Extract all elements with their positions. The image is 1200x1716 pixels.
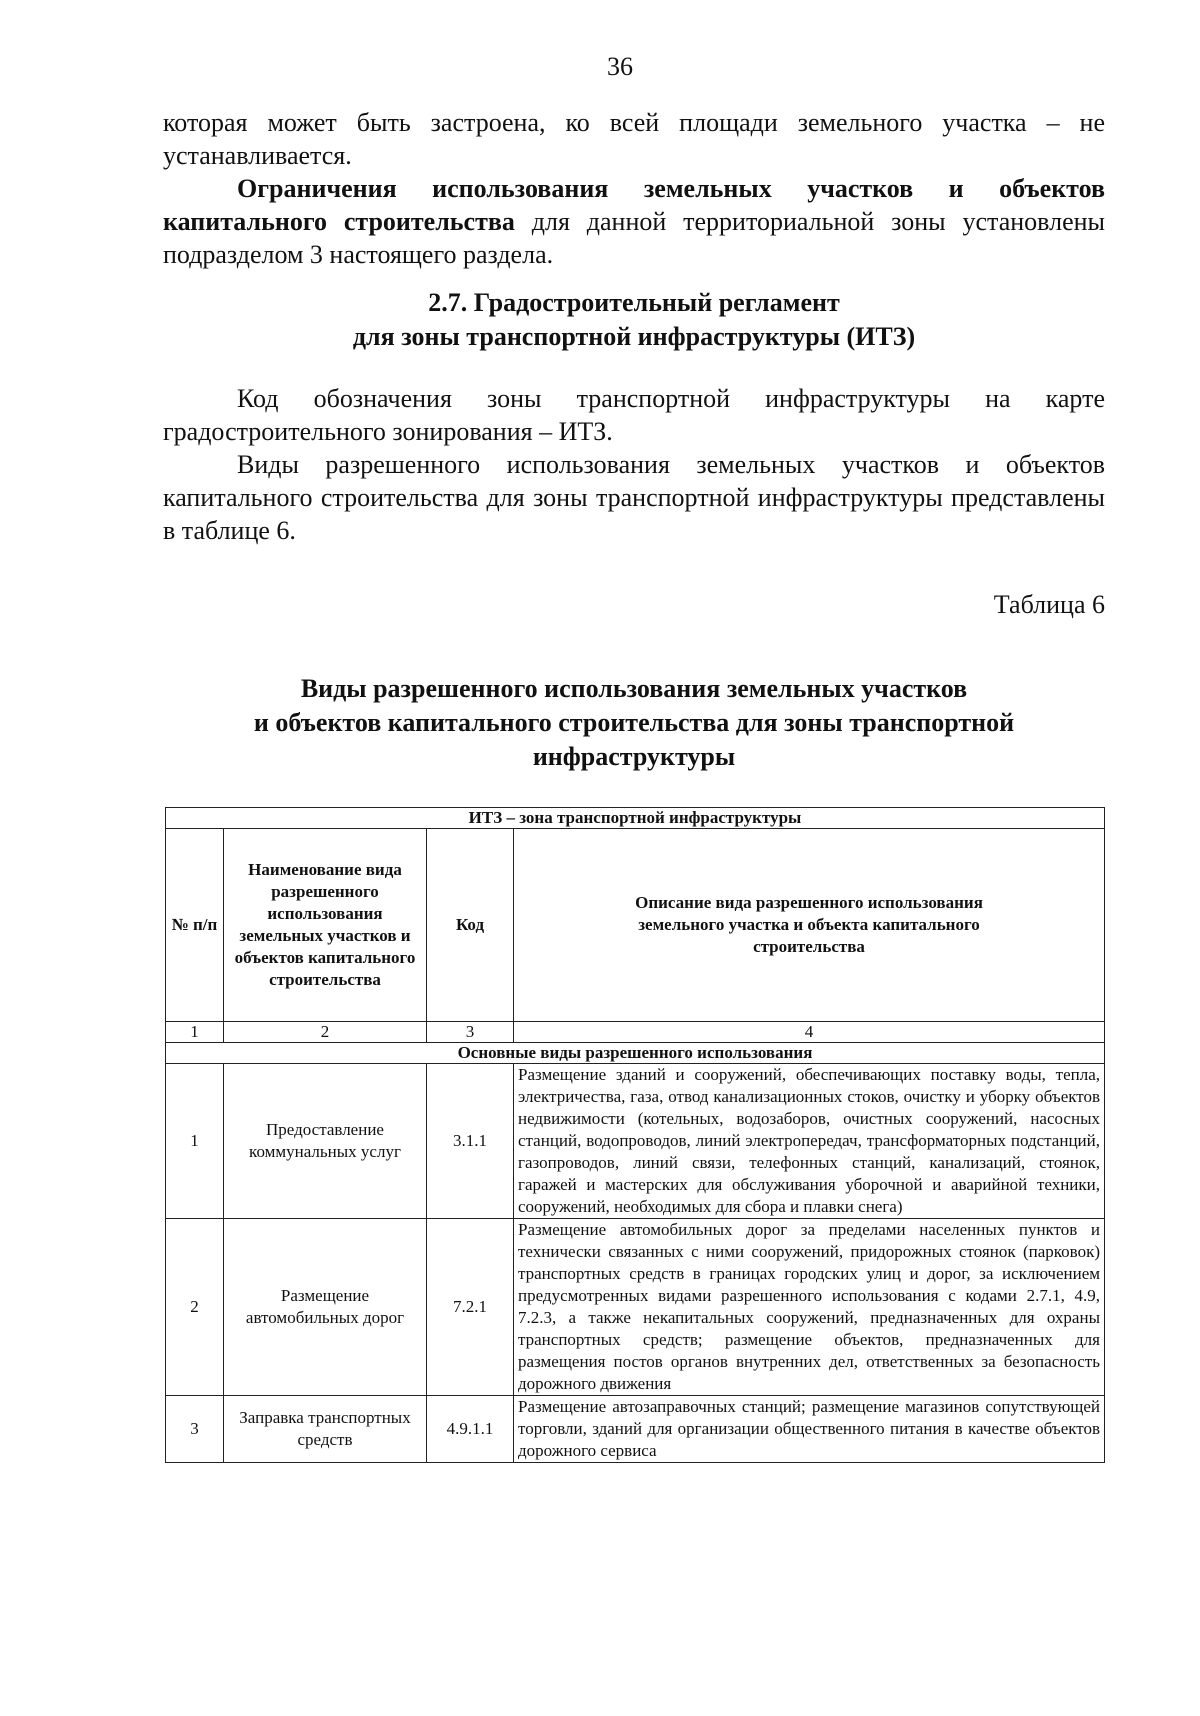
row-name: Размещение автомобильных дорог — [224, 1219, 427, 1396]
restrictions-rest-text: для данной территориальной зоны установлены подразделом 3 настоящего раздела. — [163, 207, 1105, 269]
table-row — [166, 1396, 1105, 1463]
section-row-main — [166, 1043, 1105, 1064]
table-title-line2: и объектов капитального строительства для зоны транспортной — [253, 708, 1015, 737]
row-description: Размещение автомобильных дорог за пределами населенных пунктов и технически связанных с ними сооружений, придорожных стоянок (парковок) транспортных средств в границах городских улиц и дорог, за исключением предусмотренных видами разрешенного использования с кодами 2.7.1, 4.9, 7.2.3, а также некапитальных сооружений, предназначенных для охраны транспортных средств; размещение объектов, предназначенных для размещения постов органов внутренних дел, ответственных за безопасность дорожного движения — [514, 1219, 1105, 1396]
table-title-line1: Виды разрешенного использования земельных участков — [300, 674, 968, 703]
column-header-row — [166, 829, 1105, 1022]
page-number: 36 — [607, 52, 633, 81]
col-header-description: Описание вида разрешенного использования земельного участка и объекта капитального строительства — [514, 829, 1105, 1022]
column-number-row — [166, 1022, 1105, 1043]
row-name: Заправка транспортных средств — [224, 1396, 427, 1463]
table-title — [163, 672, 1105, 774]
col-header-name: Наименование вида разрешенного использования земельных участков и объектов капитального строительства — [224, 829, 427, 1022]
row-num: 1 — [166, 1064, 224, 1219]
col-number: 4 — [514, 1022, 1105, 1043]
row-description: Размещение зданий и сооружений, обеспечивающих поставку воды, тепла, электричества, газа, отвод канализационных стоков, очистку и уборку объектов недвижимости (котельных, водозаборов, очистных сооружений, насосных станций, водопроводов, линий электропередач, трансформаторных подстанций, газопроводов, линий связи, телефонных станций, канализаций, стоянок, гаражей и мастерских для обслуживания уборочной и аварийной техники, сооружений, необходимых для сбора и плавки снега) — [514, 1064, 1105, 1219]
table-row — [166, 1064, 1105, 1219]
table-row — [166, 1219, 1105, 1396]
row-code: 4.9.1.1 — [427, 1396, 514, 1463]
row-description: Размещение автозаправочных станций; размещение магазинов сопутствующей торговли, зданий для организации общественного питания в качестве объектов дорожного сервиса — [514, 1396, 1105, 1463]
section-main-heading: Основные виды разрешенного использования — [166, 1043, 1105, 1064]
restrictions-bold-text: Ограничения использования земельных участков и объектов капитального строительства — [163, 174, 1105, 236]
table-label: Таблица 6 — [993, 590, 1105, 619]
zone-header: ИТЗ – зона транспортной инфраструктуры — [166, 808, 1105, 829]
row-code: 3.1.1 — [427, 1064, 514, 1219]
intro-paragraph: которая может быть застроена, ко всей площади земельного участка – не устанавливается. — [163, 108, 1105, 170]
row-name: Предоставление коммунальных услуг — [224, 1064, 427, 1219]
restrictions-paragraph — [163, 172, 1105, 271]
col-header-code: Код — [427, 829, 514, 1022]
row-code: 7.2.1 — [427, 1219, 514, 1396]
row-num: 3 — [166, 1396, 224, 1463]
code-paragraph: Код обозначения зоны транспортной инфраструктуры на карте градостроительного зонирования – ИТЗ. — [163, 384, 1105, 446]
zone-header-row — [166, 808, 1105, 829]
col-number: 1 — [166, 1022, 224, 1043]
section-heading — [163, 286, 1105, 354]
table-title-line3: инфраструктуры — [532, 742, 736, 771]
col-header-num: № п/п — [166, 829, 224, 1022]
section-heading-line1: 2.7. Градостроительный регламент — [428, 288, 840, 317]
col-number: 3 — [427, 1022, 514, 1043]
regulation-table — [165, 807, 1105, 1463]
types-paragraph: Виды разрешенного использования земельных участков и объектов капитального строительства для зоны транспортной инфраструктуры представлены в таблице 6. — [163, 450, 1105, 545]
section-heading-line2: для зоны транспортной инфраструктуры (ИТЗ) — [352, 322, 916, 351]
row-num: 2 — [166, 1219, 224, 1396]
col-number: 2 — [224, 1022, 427, 1043]
